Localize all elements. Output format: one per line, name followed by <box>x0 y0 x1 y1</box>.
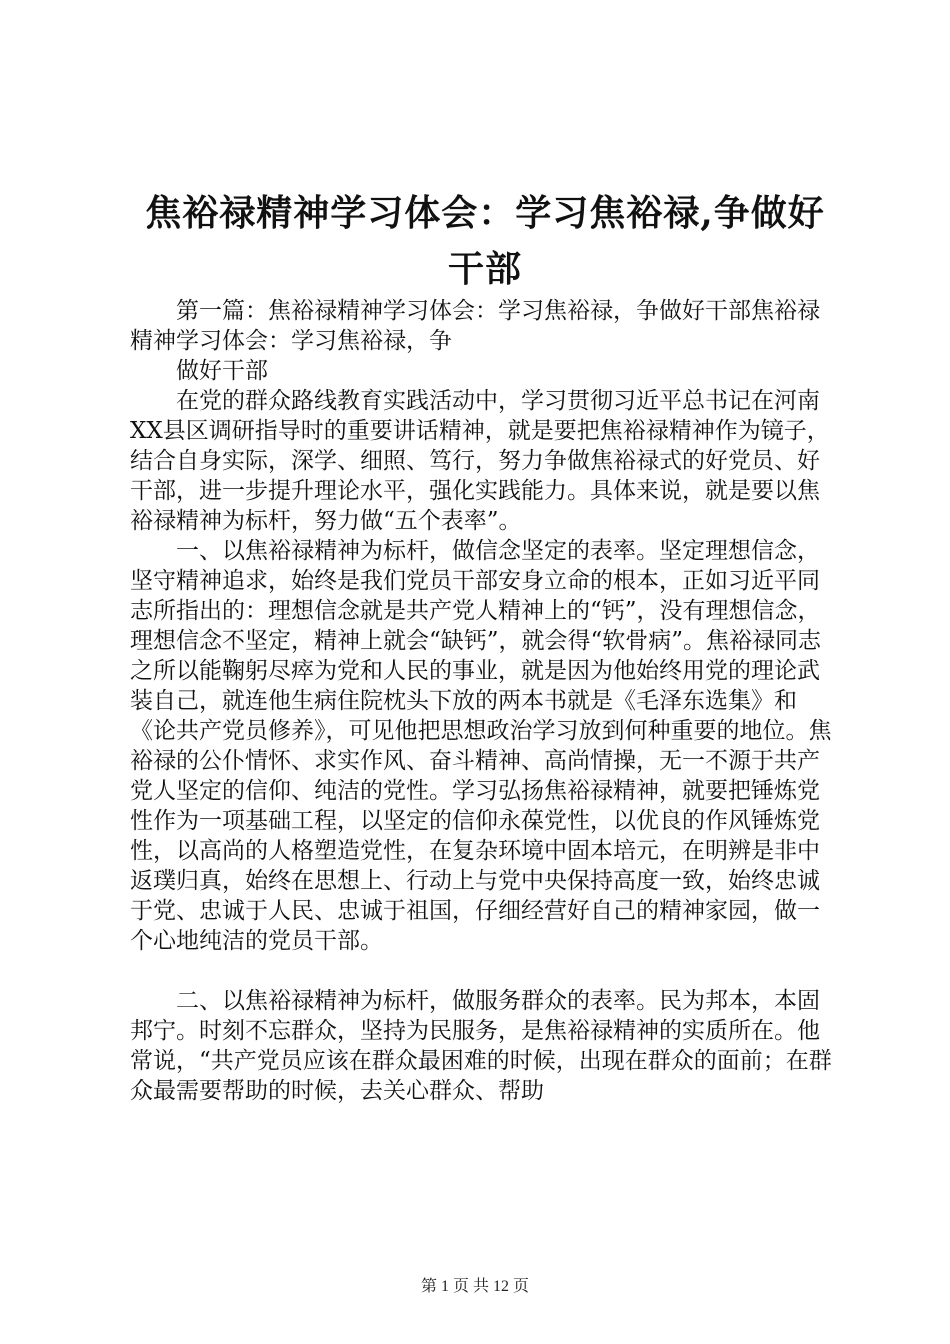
document-body <box>130 296 840 1106</box>
paragraph-section-one: 一、以焦裕禄精神为标杆，做信念坚定的表率。坚定理想信念，坚守精神追求，始终是我们党员干部安身立命的根本，正如习近平同志所指出的：理想信念就是共产党人精神上的“钙”，没有理想信念，理想信念不坚定，精神上就会“缺钙”，就会得“软骨病”。焦裕禄同志之所以能鞠躬尽瘁为党和人民的事业，就是因为他始终用党的理论武装自己，就连他生病住院枕头下放的两本书就是《毛泽东选集》和《论共产党员修养》，可见他把思想政治学习放到何种重要的地位。焦裕禄的公仆情怀、求实作风、奋斗精神、高尚情操，无一不源于共产党人坚定的信仰、纯洁的党性。学习弘扬焦裕禄精神，就要把锤炼党性作为一项基础工程，以坚定的信仰永葆党性，以优良的作风锤炼党性，以高尚的人格塑造党性，在复杂环境中固本培元，在明辨是非中返璞归真，始终在思想上、行动上与党中央保持高度一致，始终忠诚于党、忠诚于人民、忠诚于祖国，仔细经营好自己的精神家园，做一个心地纯洁的党员干部。 <box>130 538 832 954</box>
page-number-footer: 第 1 页 共 12 页 <box>420 1278 529 1295</box>
document-title: 焦裕禄精神学习体会：学习焦裕禄,争做好干部 <box>145 192 825 290</box>
subtitle-line-2: 做好干部 <box>176 358 268 384</box>
subtitle-line-1: 第一篇：焦裕禄精神学习体会：学习焦裕禄，争做好干部焦裕禄精神学习体会：学习焦裕禄，争 <box>130 298 820 354</box>
paragraph-section-two: 二、以焦裕禄精神为标杆，做服务群众的表率。民为邦本，本固邦宁。时刻不忘群众，坚持为民服务，是焦裕禄精神的实质所在。他常说，“共产党员应该在群众最困难的时候，出现在群众的面前；在群众最需要帮助的时候，去关心群众、帮助 <box>130 988 832 1104</box>
paragraph-intro: 在党的群众路线教育实践活动中，学习贯彻习近平总书记在河南XX县区调研指导时的重要讲话精神，就是要把焦裕禄精神作为镜子，结合自身实际，深学、细照、笃行，努力争做焦裕禄式的好党员、好干部，进一步提升理论水平，强化实践能力。具体来说，就是要以焦裕禄精神为标杆，努力做“五个表率”。 <box>130 388 830 534</box>
